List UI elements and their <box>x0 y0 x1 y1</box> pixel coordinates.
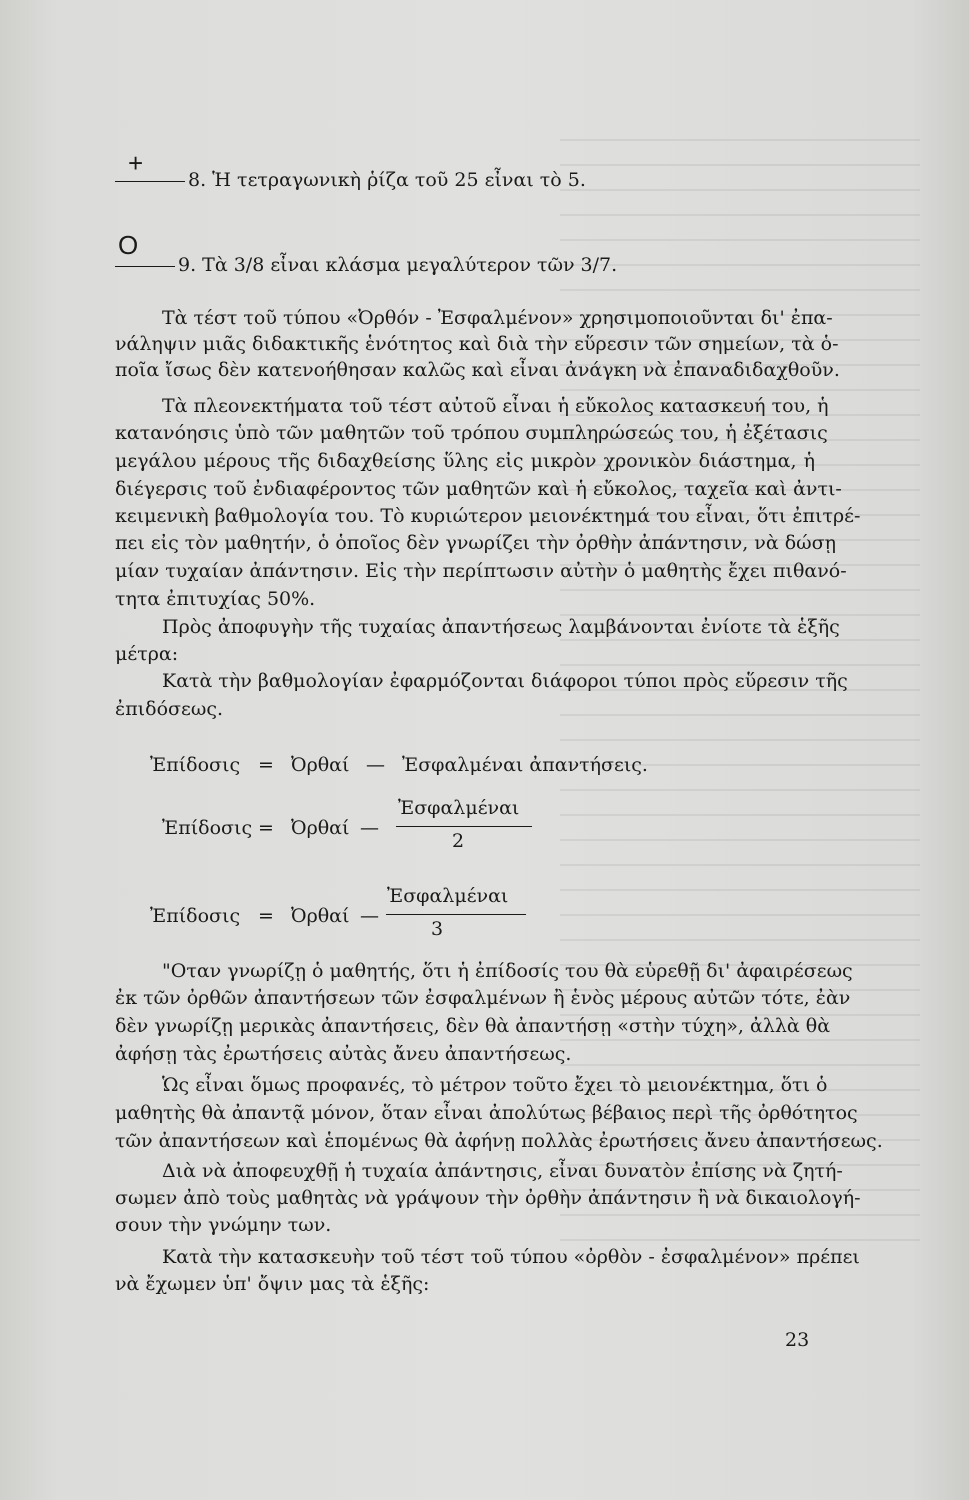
item-text: 8. Ἡ τετραγωνικὴ ῥίζα τοῦ 25 εἶναι τὸ 5. <box>188 169 586 191</box>
fraction-bar <box>396 826 532 827</box>
fraction-numerator: Ἐσφαλμέναι <box>398 797 520 819</box>
fraction-bar <box>386 914 526 915</box>
formula-lhs: Ἐπίδοσις <box>150 905 241 927</box>
item-mark-plus: + <box>128 148 144 178</box>
text-line: "Οταν γνωρίζῃ ὁ μαθητής, ὅτι ἡ ἐπίδοσίς του θὰ εὑρεθῇ δι' ἀφαιρέσεως <box>162 960 853 982</box>
item-mark-circle: O <box>118 230 139 260</box>
text-line: μέτρα: <box>115 643 179 665</box>
text-line: νὰ ἔχωμεν ὑπ' ὄψιν μας τὰ ἑξῆς: <box>115 1273 430 1295</box>
text-line: πει εἰς τὸν μαθητήν, ὁ ὁποῖος δὲν γνωρίζει τὴν ὀρθὴν ἀπάντησιν, νὰ δώσῃ <box>115 532 836 554</box>
formula-minus: — <box>360 905 379 927</box>
formula-equals: = <box>258 905 274 927</box>
true-false-item <box>115 167 815 193</box>
text-line: τῶν ἀπαντήσεων καὶ ἑπομένως θὰ ἀφήνῃ πολλὰς ἐρωτήσεις ἄνευ ἀπαντήσεως. <box>115 1130 883 1152</box>
text-line: Πρὸς ἀποφυγὴν τῆς τυχαίας ἀπαντήσεως λαμβάνονται ἐνίοτε τὰ ἑξῆς <box>162 616 840 638</box>
text-line: σουν τὴν γνώμην των. <box>115 1214 332 1236</box>
fraction-denominator: 3 <box>431 918 444 940</box>
text-line: ἐπιδόσεως. <box>115 698 223 720</box>
formula-correct: Ὀρθαί <box>291 817 350 839</box>
text-line: Ὡς εἶναι ὅμως προφανές, τὸ μέτρον τοῦτο ἔχει τὸ μειονέκτημα, ὅτι ὁ <box>162 1074 828 1096</box>
text-line: νάληψιν μιᾶς διδακτικῆς ἑνότητος καὶ διὰ τὴν εὕρεσιν τῶν σημείων, τὰ ὁ- <box>115 333 839 355</box>
formula-minus: — <box>360 817 379 839</box>
formula-lhs: Ἐπίδοσις <box>150 754 241 776</box>
formula-correct: Ὀρθαί <box>291 754 350 776</box>
text-line: μεγάλου μέρους τῆς διδαχθείσης ὕλης εἰς μικρὸν χρονικὸν διάστημα, ἡ <box>115 450 815 472</box>
formula-equals: = <box>258 754 274 776</box>
text-line: Κατὰ τὴν κατασκευὴν τοῦ τέστ τοῦ τύπου «ὀρθὸν - ἐσφαλμένον» πρέπει <box>162 1246 860 1268</box>
page-number: 23 <box>785 1329 810 1351</box>
text-line: μίαν τυχαίαν ἀπάντησιν. Εἰς τὴν περίπτωσιν αὐτὴν ὁ μαθητὴς ἔχει πιθανό- <box>115 560 847 582</box>
text-line: Διὰ νὰ ἀποφευχθῇ ἡ τυχαία ἀπάντησις, εἶναι δυνατὸν ἐπίσης νὰ ζητή- <box>162 1160 843 1182</box>
text-line: κειμενικὴ βαθμολογία του. Τὸ κυριώτερον μειονέκτημά του εἶναι, ὅτι ἐπιτρέ- <box>115 505 861 527</box>
fraction-denominator: 2 <box>452 830 465 852</box>
text-line: Τὰ τέστ τοῦ τύπου «Ὀρθόν - Ἐσφαλμένον» χρησιμοποιοῦνται δι' ἐπα- <box>162 307 833 329</box>
text-line: Κατὰ τὴν βαθμολογίαν ἐφαρμόζονται διάφοροι τύποι πρὸς εὕρεσιν τῆς <box>162 670 848 692</box>
text-line: ἀφήσῃ τὰς ἐρωτήσεις αὐτὰς ἄνευ ἀπαντήσεως. <box>115 1043 572 1065</box>
formula-minus: — <box>366 754 385 776</box>
fraction-numerator: Ἐσφαλμέναι <box>387 885 509 907</box>
text-line: τητα ἐπιτυχίας 50%. <box>115 588 316 610</box>
text-line: Τὰ πλεονεκτήματα τοῦ τέστ αὐτοῦ εἶναι ἡ εὔκολος κατασκευή του, ἡ <box>162 395 829 417</box>
text-line: διέγερσις τοῦ ἐνδιαφέροντος τῶν μαθητῶν καὶ ἡ εὔκολος, ταχεῖα καὶ ἀντι- <box>115 478 842 500</box>
text-line: μαθητὴς θὰ ἀπαντᾷ μόνον, ὅταν εἶναι ἀπολύτως βέβαιος περὶ τῆς ὀρθότητος <box>115 1102 858 1124</box>
true-false-item <box>115 252 815 278</box>
formula-correct: Ὀρθαί <box>291 905 350 927</box>
text-line: σωμεν ἀπὸ τοὺς μαθητὰς νὰ γράψουν τὴν ὀρθὴν ἀπάντησιν ἢ νὰ δικαιολογή- <box>115 1187 861 1209</box>
formula-lhs: Ἐπίδοσις <box>162 817 253 839</box>
text-line: δὲν γνωρίζῃ μερικὰς ἀπαντήσεις, δὲν θὰ ἀπαντήσῃ «στὴν τύχη», ἀλλὰ θὰ <box>115 1015 831 1037</box>
item-text: 9. Τὰ 3/8 εἶναι κλάσμα μεγαλύτερον τῶν 3/7. <box>178 254 618 276</box>
formula-wrong-answers: Ἐσφαλμέναι ἀπαντήσεις. <box>402 754 648 776</box>
answer-blank-line <box>115 266 175 267</box>
text-line: ποῖα ἴσως δὲν κατενοήθησαν καλῶς καὶ εἶναι ἀνάγκη νὰ ἐπαναδιδαχθοῦν. <box>115 359 840 381</box>
text-line: ἐκ τῶν ὀρθῶν ἀπαντήσεων τῶν ἐσφαλμένων ἢ ἑνὸς μέρους αὐτῶν τότε, ἐὰν <box>115 987 851 1009</box>
formula-equals: = <box>258 817 274 839</box>
text-line: κατανόησις ὑπὸ τῶν μαθητῶν τοῦ τρόπου συμπληρώσεώς του, ἡ ἐξέτασις <box>115 422 828 444</box>
answer-blank-line <box>115 181 185 182</box>
